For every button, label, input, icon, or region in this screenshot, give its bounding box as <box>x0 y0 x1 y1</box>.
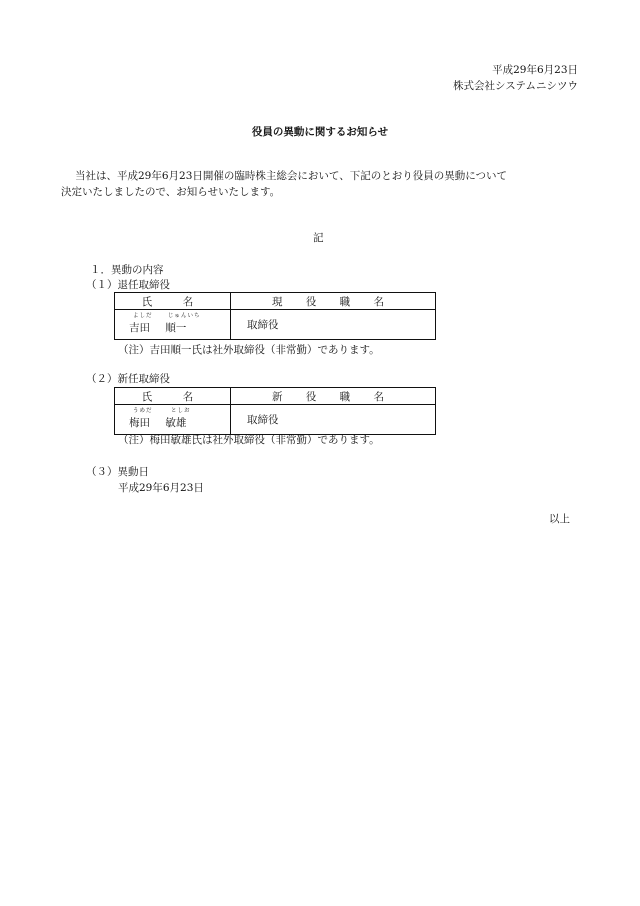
table-row <box>115 405 436 435</box>
resign-label: （１）退任取締役 <box>86 279 170 291</box>
appoint-label: （２）新任取締役 <box>86 373 170 385</box>
effective-date: 平成29年6月23日 <box>118 482 204 494</box>
column-header-name: 氏 名 <box>115 388 231 405</box>
officer-title: 取締役 <box>231 405 436 435</box>
company-name: 株式会社システムニシツウ <box>453 80 578 92</box>
document-date: 平成29年6月23日 <box>492 64 578 76</box>
officer-name <box>115 405 231 435</box>
column-header-name: 氏 名 <box>115 293 231 310</box>
column-header-title: 現 役 職 名 <box>231 293 436 310</box>
section-heading: １．異動の内容 <box>90 264 164 276</box>
table-header-row <box>115 388 436 405</box>
table-row <box>115 310 436 340</box>
ruby-family: うめだ <box>133 408 153 414</box>
resign-table <box>114 292 436 340</box>
document-title: 役員の異動に関するお知らせ <box>251 126 389 138</box>
ruby-family: よしだ <box>133 313 153 319</box>
ruby-given: としお <box>171 408 191 414</box>
column-header-title: 新 役 職 名 <box>231 388 436 405</box>
family-name: 梅田 <box>129 417 150 429</box>
closing-mark: 以上 <box>549 513 570 525</box>
table-header-row <box>115 293 436 310</box>
officer-title: 取締役 <box>231 310 436 340</box>
officer-name <box>115 310 231 340</box>
ki-marker: 記 <box>313 232 324 244</box>
given-name: 敏雄 <box>165 417 187 429</box>
family-name: 吉田 <box>129 322 150 334</box>
ruby-given: じゅんいち <box>168 313 201 319</box>
body-line-2: 決定いたしましたので、お知らせいたします。 <box>61 186 281 198</box>
body-line-1: 当社は、平成29年6月23日開催の臨時株主総会において、下記のとおり役員の異動について <box>75 170 507 182</box>
appoint-note: （注）梅田敏雄氏は社外取締役（非常勤）であります。 <box>118 434 380 446</box>
effective-date-label: （３）異動日 <box>86 466 149 478</box>
resign-note: （注）吉田順一氏は社外取締役（非常勤）であります。 <box>118 344 380 356</box>
given-name: 順一 <box>165 322 187 334</box>
appoint-table <box>114 387 436 435</box>
